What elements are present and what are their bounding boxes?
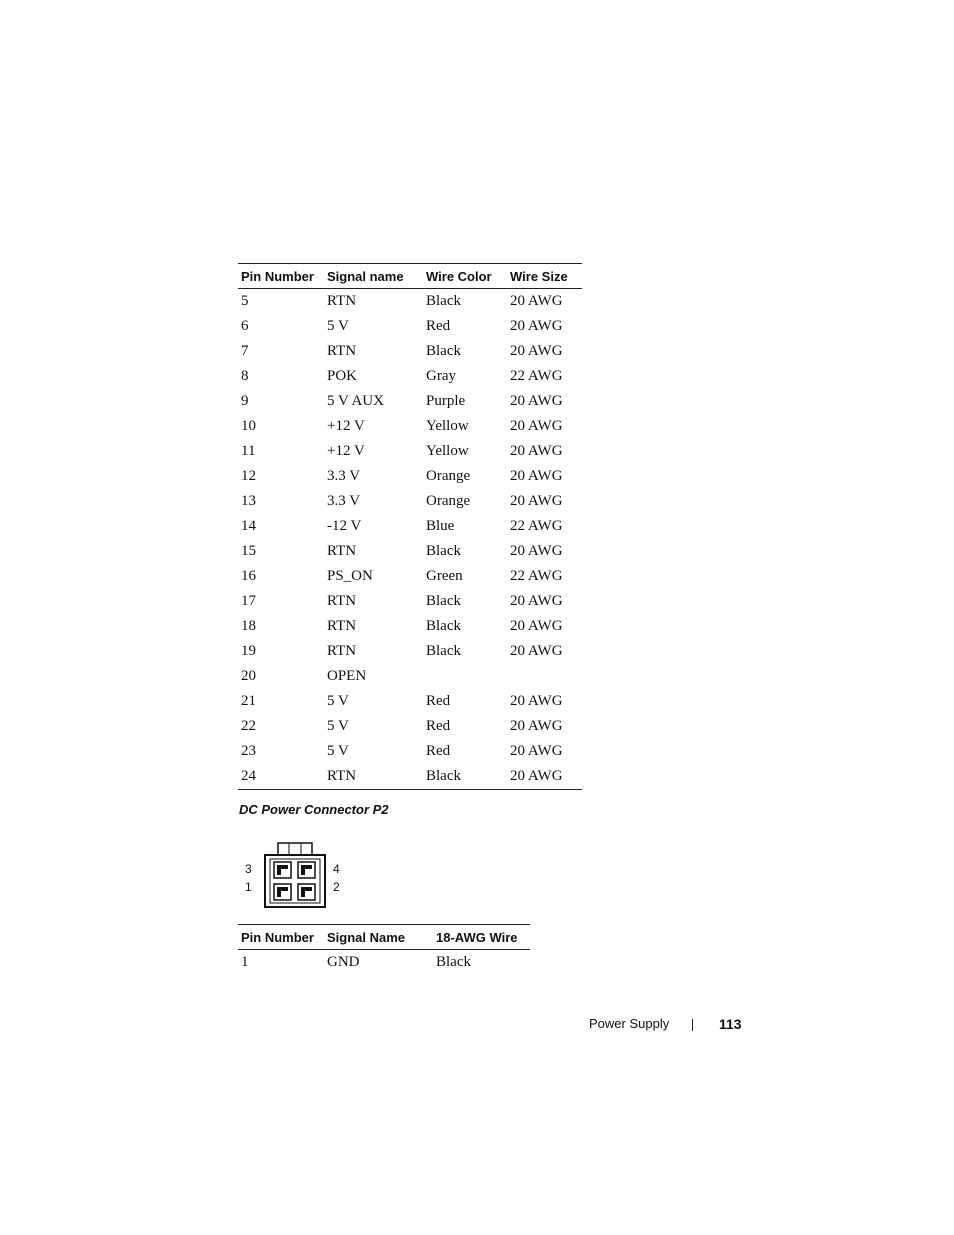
table-row <box>238 439 582 464</box>
signal-name-cell: +12 V <box>327 418 365 434</box>
wire-color-cell: Black <box>426 643 461 659</box>
connector-latch <box>278 843 312 855</box>
wire-size-cell: 20 AWG <box>510 593 563 609</box>
wire-color-cell: Yellow <box>426 418 469 434</box>
table-row <box>238 714 582 739</box>
pin-number-cell: 1 <box>241 954 249 970</box>
signal-name-cell: RTN <box>327 618 357 634</box>
header-pin-number: Pin Number <box>238 925 324 950</box>
wire-color-cell: Orange <box>426 493 471 509</box>
signal-name-cell: 5 V <box>327 743 349 759</box>
pin-number-cell: 17 <box>241 593 256 609</box>
wire-color-cell: Purple <box>426 393 466 409</box>
table-row <box>238 589 582 614</box>
wire-color-cell: Blue <box>426 518 455 534</box>
table-row <box>238 414 582 439</box>
pin-number-cell: 9 <box>241 393 249 409</box>
signal-name-cell: RTN <box>327 593 357 609</box>
table-row <box>238 514 582 539</box>
wire-size-cell <box>507 664 582 689</box>
wire-size-cell: 20 AWG <box>510 743 563 759</box>
pin-number-cell: 5 <box>241 293 249 309</box>
signal-name-cell: RTN <box>327 293 357 309</box>
signal-name-cell: 5 V AUX <box>327 393 384 409</box>
signal-name-cell: 5 V <box>327 718 349 734</box>
wire-size-cell: 20 AWG <box>510 418 563 434</box>
signal-name-cell: POK <box>327 368 358 384</box>
connector-caption: DC Power Connector P2 <box>239 802 389 817</box>
table-header-row <box>238 925 530 950</box>
table-row <box>238 489 582 514</box>
pin-number-cell: 20 <box>241 668 256 684</box>
wire-color-cell: Gray <box>426 368 456 384</box>
signal-name-cell: -12 V <box>327 518 362 534</box>
table-row <box>238 539 582 564</box>
signal-name-cell: PS_ON <box>327 568 373 584</box>
header-wire: 18-AWG Wire <box>433 925 530 950</box>
table-body <box>238 950 530 976</box>
pin-number-cell: 8 <box>241 368 249 384</box>
page-number: 113 <box>719 1016 742 1032</box>
table-row <box>238 739 582 764</box>
wire-color-cell: Black <box>426 343 461 359</box>
pin-label-4: 4 <box>333 862 340 876</box>
wire-size-cell: 22 AWG <box>510 518 563 534</box>
wire-color-cell: Green <box>426 568 463 584</box>
wire-color-cell: Red <box>426 693 451 709</box>
pin-number-cell: 13 <box>241 493 256 509</box>
table-row <box>238 689 582 714</box>
wire-color-cell: Black <box>426 543 461 559</box>
wire-color-cell: Orange <box>426 468 471 484</box>
wire-size-cell: 22 AWG <box>510 368 563 384</box>
pin-table-main <box>238 263 582 790</box>
signal-name-cell: 5 V <box>327 318 349 334</box>
table-row <box>238 289 582 315</box>
pin-label-3: 3 <box>245 862 252 876</box>
signal-name-cell: GND <box>327 954 360 970</box>
pin-table-p2 <box>238 924 530 975</box>
wire-color-cell: Black <box>426 293 461 309</box>
wire-size-cell: 20 AWG <box>510 343 563 359</box>
signal-name-cell: RTN <box>327 543 357 559</box>
signal-name-cell: +12 V <box>327 443 365 459</box>
pin-number-cell: 24 <box>238 764 324 790</box>
wire-color-cell: Black <box>423 764 507 790</box>
wire-color-cell: Yellow <box>426 443 469 459</box>
pin-socket-2 <box>298 884 315 900</box>
table-row <box>238 389 582 414</box>
header-pin-number: Pin Number <box>238 264 324 289</box>
pin-number-cell: 16 <box>241 568 256 584</box>
table-row <box>238 464 582 489</box>
wire-size-cell: 20 AWG <box>510 318 563 334</box>
wire-color-cell: Red <box>426 718 451 734</box>
pin-label-1: 1 <box>245 880 252 894</box>
table-row <box>238 339 582 364</box>
wire-size-cell: 20 AWG <box>510 618 563 634</box>
wire-color-cell: Black <box>426 618 461 634</box>
wire-size-cell: 20 AWG <box>510 468 563 484</box>
pin-number-cell: 6 <box>241 318 249 334</box>
signal-name-cell: 3.3 V <box>327 468 361 484</box>
pin-socket-1 <box>274 884 291 900</box>
pin-socket-4 <box>298 862 315 878</box>
wire-color-cell: Red <box>426 743 451 759</box>
pin-socket-3 <box>274 862 291 878</box>
header-wire-size: Wire Size <box>507 264 582 289</box>
table-row <box>238 564 582 589</box>
wire-color-cell <box>423 664 507 689</box>
wire-color-cell: Red <box>426 318 451 334</box>
pin-number-cell: 22 <box>241 718 256 734</box>
table-header-row <box>238 264 582 289</box>
wire-size-cell: 22 AWG <box>510 568 563 584</box>
pin-number-cell: 18 <box>241 618 256 634</box>
pin-label-2: 2 <box>333 880 340 894</box>
signal-name-cell: 5 V <box>327 693 349 709</box>
table-body <box>238 289 582 790</box>
wire-size-cell: 20 AWG <box>510 643 563 659</box>
pin-number-cell: 7 <box>241 343 249 359</box>
pin-number-cell: 23 <box>241 743 256 759</box>
wire-size-cell: 20 AWG <box>510 693 563 709</box>
wire-size-cell: 20 AWG <box>510 493 563 509</box>
wire-color-cell: Black <box>436 954 471 970</box>
header-wire-color: Wire Color <box>423 264 507 289</box>
pin-number-cell: 11 <box>241 443 256 459</box>
pin-number-cell: 21 <box>241 693 256 709</box>
table-row <box>238 764 582 790</box>
pin-number-cell: 14 <box>241 518 256 534</box>
pin-number-cell: 12 <box>241 468 256 484</box>
wire-size-cell: 20 AWG <box>507 764 582 790</box>
table-row <box>238 614 582 639</box>
wire-size-cell: 20 AWG <box>510 443 563 459</box>
connector-diagram <box>262 842 328 910</box>
wire-size-cell: 20 AWG <box>510 718 563 734</box>
wire-size-cell: 20 AWG <box>510 393 563 409</box>
table-row <box>238 314 582 339</box>
table-row <box>238 950 530 976</box>
wire-color-cell: Black <box>426 593 461 609</box>
pin-number-cell: 15 <box>241 543 256 559</box>
table-row <box>238 664 582 689</box>
signal-name-cell: RTN <box>327 343 357 359</box>
pin-number-cell: 19 <box>241 643 256 659</box>
footer-section-title: Power Supply <box>589 1016 670 1031</box>
signal-name-cell: 3.3 V <box>327 493 361 509</box>
signal-name-cell: RTN <box>324 764 423 790</box>
table-row <box>238 639 582 664</box>
signal-name-cell: OPEN <box>327 668 367 684</box>
header-signal-name: Signal Name <box>324 925 433 950</box>
header-signal-name: Signal name <box>324 264 423 289</box>
pin-number-cell: 10 <box>241 418 256 434</box>
table-row <box>238 364 582 389</box>
wire-size-cell: 20 AWG <box>510 293 563 309</box>
footer-divider <box>692 1019 693 1031</box>
wire-size-cell: 20 AWG <box>510 543 563 559</box>
signal-name-cell: RTN <box>327 643 357 659</box>
